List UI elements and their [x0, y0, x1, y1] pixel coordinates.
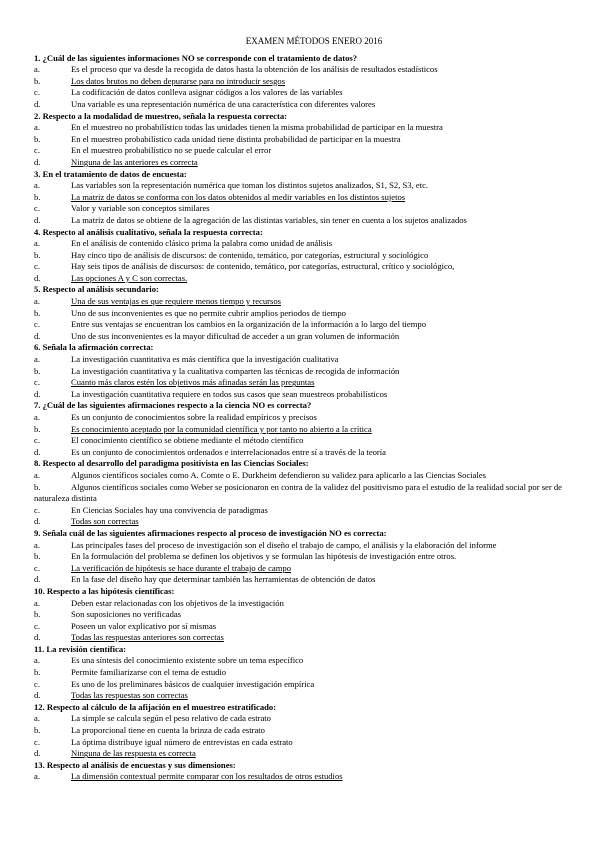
answer-option — [34, 748, 564, 760]
answer-option — [34, 203, 564, 215]
option-letter: d. — [34, 446, 41, 457]
answer-option — [34, 76, 564, 88]
page-title: EXAMEN MÉTODOS ENERO 2016 — [245, 36, 383, 46]
underlined-answer: Es conocimiento aceptado por la comunidad científica y por tanto no abierto a la crítica — [71, 423, 372, 434]
option-letter: b. — [34, 191, 41, 202]
option-text: Hay cinco tipo de análisis de discursos: de contenido, temático, por categorías, estructural y sociológico — [71, 249, 429, 260]
question-heading: 5. Respecto al análisis secundario: — [34, 284, 159, 295]
question-heading: 13. Respecto al análisis de encuestas y sus dimensiones: — [34, 759, 236, 770]
option-text-correct — [71, 76, 564, 88]
option-text: La codificación de datos conlleva asignar códigos a los valores de las variables — [71, 87, 343, 98]
option-letter: c. — [34, 319, 40, 330]
option-text-correct — [71, 377, 564, 389]
underlined-answer: Cuanto más claros estén los objetivos más afinadas serán las preguntas — [71, 377, 315, 388]
answer-option — [34, 737, 564, 749]
question-heading: 8. Respecto al desarrollo del paradigma positivista en las Ciencias Sociales: — [34, 458, 309, 469]
option-text: Las variables son la representación numérica que toman los distintos sujetos analizados, S1, S2, S3, etc. — [71, 180, 429, 191]
option-letter: b. — [34, 609, 41, 620]
option-letter: b. — [34, 423, 41, 434]
option-letter: b. — [34, 667, 41, 678]
underlined-answer: Todas las respuestas son correctas — [71, 690, 188, 701]
option-text: Poseen un valor explicativo por sí mismas — [71, 620, 217, 631]
answer-option — [34, 273, 564, 285]
question-heading: 11. La revisión científica: — [34, 643, 126, 654]
question-heading: 12. Respecto al cálculo de la afijación en el muestreo estratificado: — [34, 701, 277, 712]
option-letter: c. — [34, 203, 40, 214]
option-text: La matriz de datos se obtiene de la agregación de las distintas variables, sin tener en cuenta a los sujetos analizados — [71, 214, 467, 225]
answer-option — [34, 157, 564, 169]
answer-option — [34, 238, 564, 250]
option-text: En el muestreo probabilístico no se puede calcular el error — [71, 145, 272, 156]
option-letter: b. — [34, 725, 41, 736]
option-text: Es uno de los preliminares básicos de cualquier investigación empírica — [71, 678, 315, 689]
option-text: La óptima distribuye igual número de entrevistas en cada estrato — [71, 736, 293, 747]
option-text: Las principales fases del proceso de investigación son el diseño el trabajo de campo, el análisis y la elaboración del informe — [71, 539, 497, 550]
option-letter: a. — [34, 469, 40, 480]
option-text: En el análisis de contenido clásico prima la palabra como unidad de análisis — [71, 238, 333, 249]
underlined-answer: La matriz de datos se conforma con los datos obtenidos al medir variables en los distintos sujetos — [71, 191, 406, 202]
answer-option — [34, 354, 564, 366]
option-text: La simple se calcula según el peso relativo de cada estrato — [71, 713, 271, 724]
option-text-correct — [71, 296, 564, 308]
option-text: Algunos científicos sociales como A. Comte o E. Durkheim defendieron su validez para aplicarlo a las Ciencias Sociales — [71, 469, 487, 480]
question-heading: 7. ¿Cuál de las siguientes afirmaciones respecto a la ciencia NO es correcta? — [34, 400, 312, 411]
answer-option — [34, 145, 564, 157]
question-heading: 6. Señala la afirmación correcta: — [34, 342, 154, 353]
option-letter: c. — [34, 562, 40, 573]
answer-option — [34, 447, 564, 459]
option-text: Entre sus ventajas se encuentran los cambios en la organización de la información a lo largo del tiempo — [71, 319, 427, 330]
option-letter: d. — [34, 98, 41, 109]
option-letter: d. — [34, 690, 41, 701]
option-letter: d. — [34, 632, 41, 643]
answer-option — [34, 134, 564, 146]
underlined-answer: La dimensión contextual permite comparar con los resultados de otros estudios — [71, 771, 343, 782]
option-text: La proporcional tiene en cuenta la brinza de cada estrato — [71, 725, 265, 736]
option-letter: c. — [34, 377, 40, 388]
option-letter: b. — [34, 365, 41, 376]
answer-option — [34, 690, 564, 702]
option-letter: a. — [34, 539, 40, 550]
option-letter: c. — [34, 678, 40, 689]
option-text: Es una síntesis del conocimiento existente sobre un tema específico — [71, 655, 304, 666]
option-letter: c. — [34, 504, 40, 515]
answer-option — [34, 667, 564, 679]
option-letter: a. — [34, 412, 40, 422]
option-text: Una variable es una representación numérica de una característica con diferentes valores — [71, 98, 376, 109]
answer-option — [34, 435, 564, 447]
option-letter: c. — [34, 736, 40, 747]
option-text: Valor y variable son conceptos similares — [71, 203, 210, 214]
option-letter: b. — [34, 307, 41, 318]
underlined-answer: Todas las respuestas anteriores son correctas — [71, 632, 224, 643]
question-heading: 3. En el tratamiento de datos de encuesta: — [34, 168, 187, 179]
option-text: El conocimiento científico se obtiene mediante el método científico — [71, 435, 304, 446]
option-letter: d. — [34, 330, 41, 341]
option-letter: c. — [34, 87, 40, 98]
answer-option — [34, 713, 564, 725]
option-letter: b. — [34, 133, 41, 144]
answer-option — [34, 540, 564, 552]
option-letter: a. — [34, 180, 40, 191]
answer-option — [34, 470, 564, 482]
option-text-correct — [71, 424, 564, 436]
option-letter: a. — [34, 64, 40, 75]
answer-option — [34, 574, 564, 586]
option-text: La investigación cuantitativa y la cualitativa comparten las técnicas de recogida de información — [71, 365, 400, 376]
option-text: Es el proceso que va desde la recogida de datos hasta la obtención de los análisis de resultados estadísticos — [71, 64, 438, 75]
answer-option — [34, 319, 564, 331]
option-text: Permite familiarizarse con el tema de estudio — [71, 667, 227, 678]
answer-option — [34, 563, 564, 575]
option-text-correct — [71, 748, 564, 760]
option-text: En el muestreo no probabilístico todas las unidades tienen la misma probabilidad de participar en la muestra — [71, 122, 443, 133]
answer-option — [34, 505, 564, 517]
option-letter: c. — [34, 620, 40, 631]
question-heading: 10. Respecto a las hipótesis científicas: — [34, 585, 175, 596]
option-letter: a. — [34, 713, 40, 724]
option-letter: d. — [34, 574, 41, 585]
option-letter: a. — [34, 771, 40, 782]
question-heading: 2. Respecto a la modalidad de muestreo, señala la respuesta correcta: — [34, 110, 288, 121]
answer-option — [34, 366, 564, 378]
option-text: Hay seis tipos de análisis de discursos: de contenido, temático, por categorías, estructural, crítico y sociológico, — [71, 261, 455, 272]
option-text: En la formulación del problema se definen los objetivos y se formulan las hipótesis de investigación entre otros. — [71, 551, 457, 562]
answer-option — [34, 180, 564, 192]
option-letter: b. — [34, 249, 41, 260]
answer-option — [34, 192, 564, 204]
option-letter: b. — [34, 551, 41, 562]
option-text: En Ciencias Sociales hay una convivencia de paradigmas — [71, 504, 268, 515]
answer-option — [34, 331, 564, 343]
option-text-correct — [71, 192, 564, 204]
answer-option — [34, 87, 564, 99]
option-letter: b. — [34, 481, 41, 492]
answer-option — [34, 377, 564, 389]
answer-option — [34, 482, 564, 505]
answer-option — [34, 632, 564, 644]
answer-option — [34, 99, 564, 111]
option-text: Es un conjunto de conocimientos sobre la realidad empíricos y precisos — [71, 412, 317, 422]
answer-option — [34, 215, 564, 227]
option-text-correct — [71, 771, 564, 783]
answer-option — [34, 261, 564, 273]
answer-option — [34, 412, 564, 424]
underlined-answer: Ninguna de las respuesta es correcta — [71, 748, 196, 759]
option-letter: a. — [34, 655, 40, 666]
option-letter: a. — [34, 597, 40, 608]
option-text-correct — [71, 516, 564, 528]
question-heading: 9. Señala cuál de las siguientes afirmaciones respecto al proceso de investigación NO es correcta: — [34, 527, 387, 538]
option-text: Es un conjunto de conocimientos ordenados e interrelacionados entre sí a través de la teoría — [71, 446, 386, 457]
answer-option — [34, 122, 564, 134]
option-text: Uno de sus inconvenientes es que no permite cubrir amplios periodos de tiempo — [71, 307, 346, 318]
option-text-correct — [71, 273, 564, 285]
option-letter: d. — [34, 388, 41, 399]
answer-option — [34, 424, 564, 436]
answer-option — [34, 621, 564, 633]
underlined-answer: Ninguna de las anteriores es correcta — [71, 156, 198, 167]
option-letter: d. — [34, 156, 41, 167]
option-letter: c. — [34, 145, 40, 156]
question-heading: 1. ¿Cuál de las siguientes informaciones NO se corresponde con el tratamiento de datos? — [34, 52, 358, 63]
option-text-correct — [71, 690, 564, 702]
option-text: En la fase del diseño hay que determinar también las herramientas de obtención de datos — [71, 574, 376, 585]
option-letter: c. — [34, 261, 40, 272]
option-letter: a. — [34, 354, 40, 365]
option-letter: d. — [34, 272, 41, 283]
option-letter: d. — [34, 516, 41, 527]
option-text: Algunos científicos sociales como Weber se posicionaron en contra de la validez del positivismo para el estudio de la realidad social por ser de naturaleza distinta — [34, 481, 562, 504]
answer-option — [34, 308, 564, 320]
option-text-correct — [71, 632, 564, 644]
underlined-answer: Los datos brutos no deben depurarse para no introducir sesgos — [71, 75, 286, 86]
answer-option — [34, 64, 564, 76]
option-letter: a. — [34, 122, 40, 133]
underlined-answer: Una de sus ventajas es que requiere menos tiempo y recursos — [71, 296, 282, 307]
answer-option — [34, 551, 564, 563]
answer-option — [34, 250, 564, 262]
underlined-answer: Las opciones A y C son correctas. — [71, 272, 188, 283]
option-text-correct — [71, 563, 564, 575]
option-text-correct — [71, 157, 564, 169]
answer-option — [34, 296, 564, 308]
answer-option — [34, 609, 564, 621]
option-letter: a. — [34, 238, 40, 249]
answer-option — [34, 598, 564, 610]
underlined-answer: La verificación de hipótesis se hace durante el trabajo de campo — [71, 562, 291, 573]
question-heading: 4. Respecto al análisis cualitativo, señala la respuesta correcta: — [34, 226, 263, 237]
option-text: En el muestreo probabilístico cada unidad tiene distinta probabilidad de participar en la muestra — [71, 133, 401, 144]
option-letter: b. — [34, 75, 41, 86]
option-text: Son suposiciones no verificadas — [71, 609, 182, 620]
answer-option — [34, 516, 564, 528]
option-letter: d. — [34, 214, 41, 225]
answer-option — [34, 389, 564, 401]
option-letter: a. — [34, 296, 40, 307]
option-text: La investigación cuantitativa es más científica que la investigación cualitativa — [71, 354, 339, 365]
option-text: Deben estar relacionadas con los objetivos de la investigación — [71, 597, 284, 608]
option-letter: d. — [34, 748, 41, 759]
option-text: Uno de sus inconvenientes es la mayor dificultad de acceder a un gran volumen de información — [71, 330, 400, 341]
answer-option — [34, 655, 564, 667]
underlined-answer: Todas son correctas — [71, 516, 139, 527]
question-list — [34, 53, 564, 783]
option-text: La investigación cuantitativa requiere en todos sus casos que sean muestreos probabilísticos — [71, 388, 388, 399]
answer-option — [34, 725, 564, 737]
answer-option — [34, 679, 564, 691]
answer-option — [34, 771, 564, 783]
option-letter: c. — [34, 435, 40, 446]
